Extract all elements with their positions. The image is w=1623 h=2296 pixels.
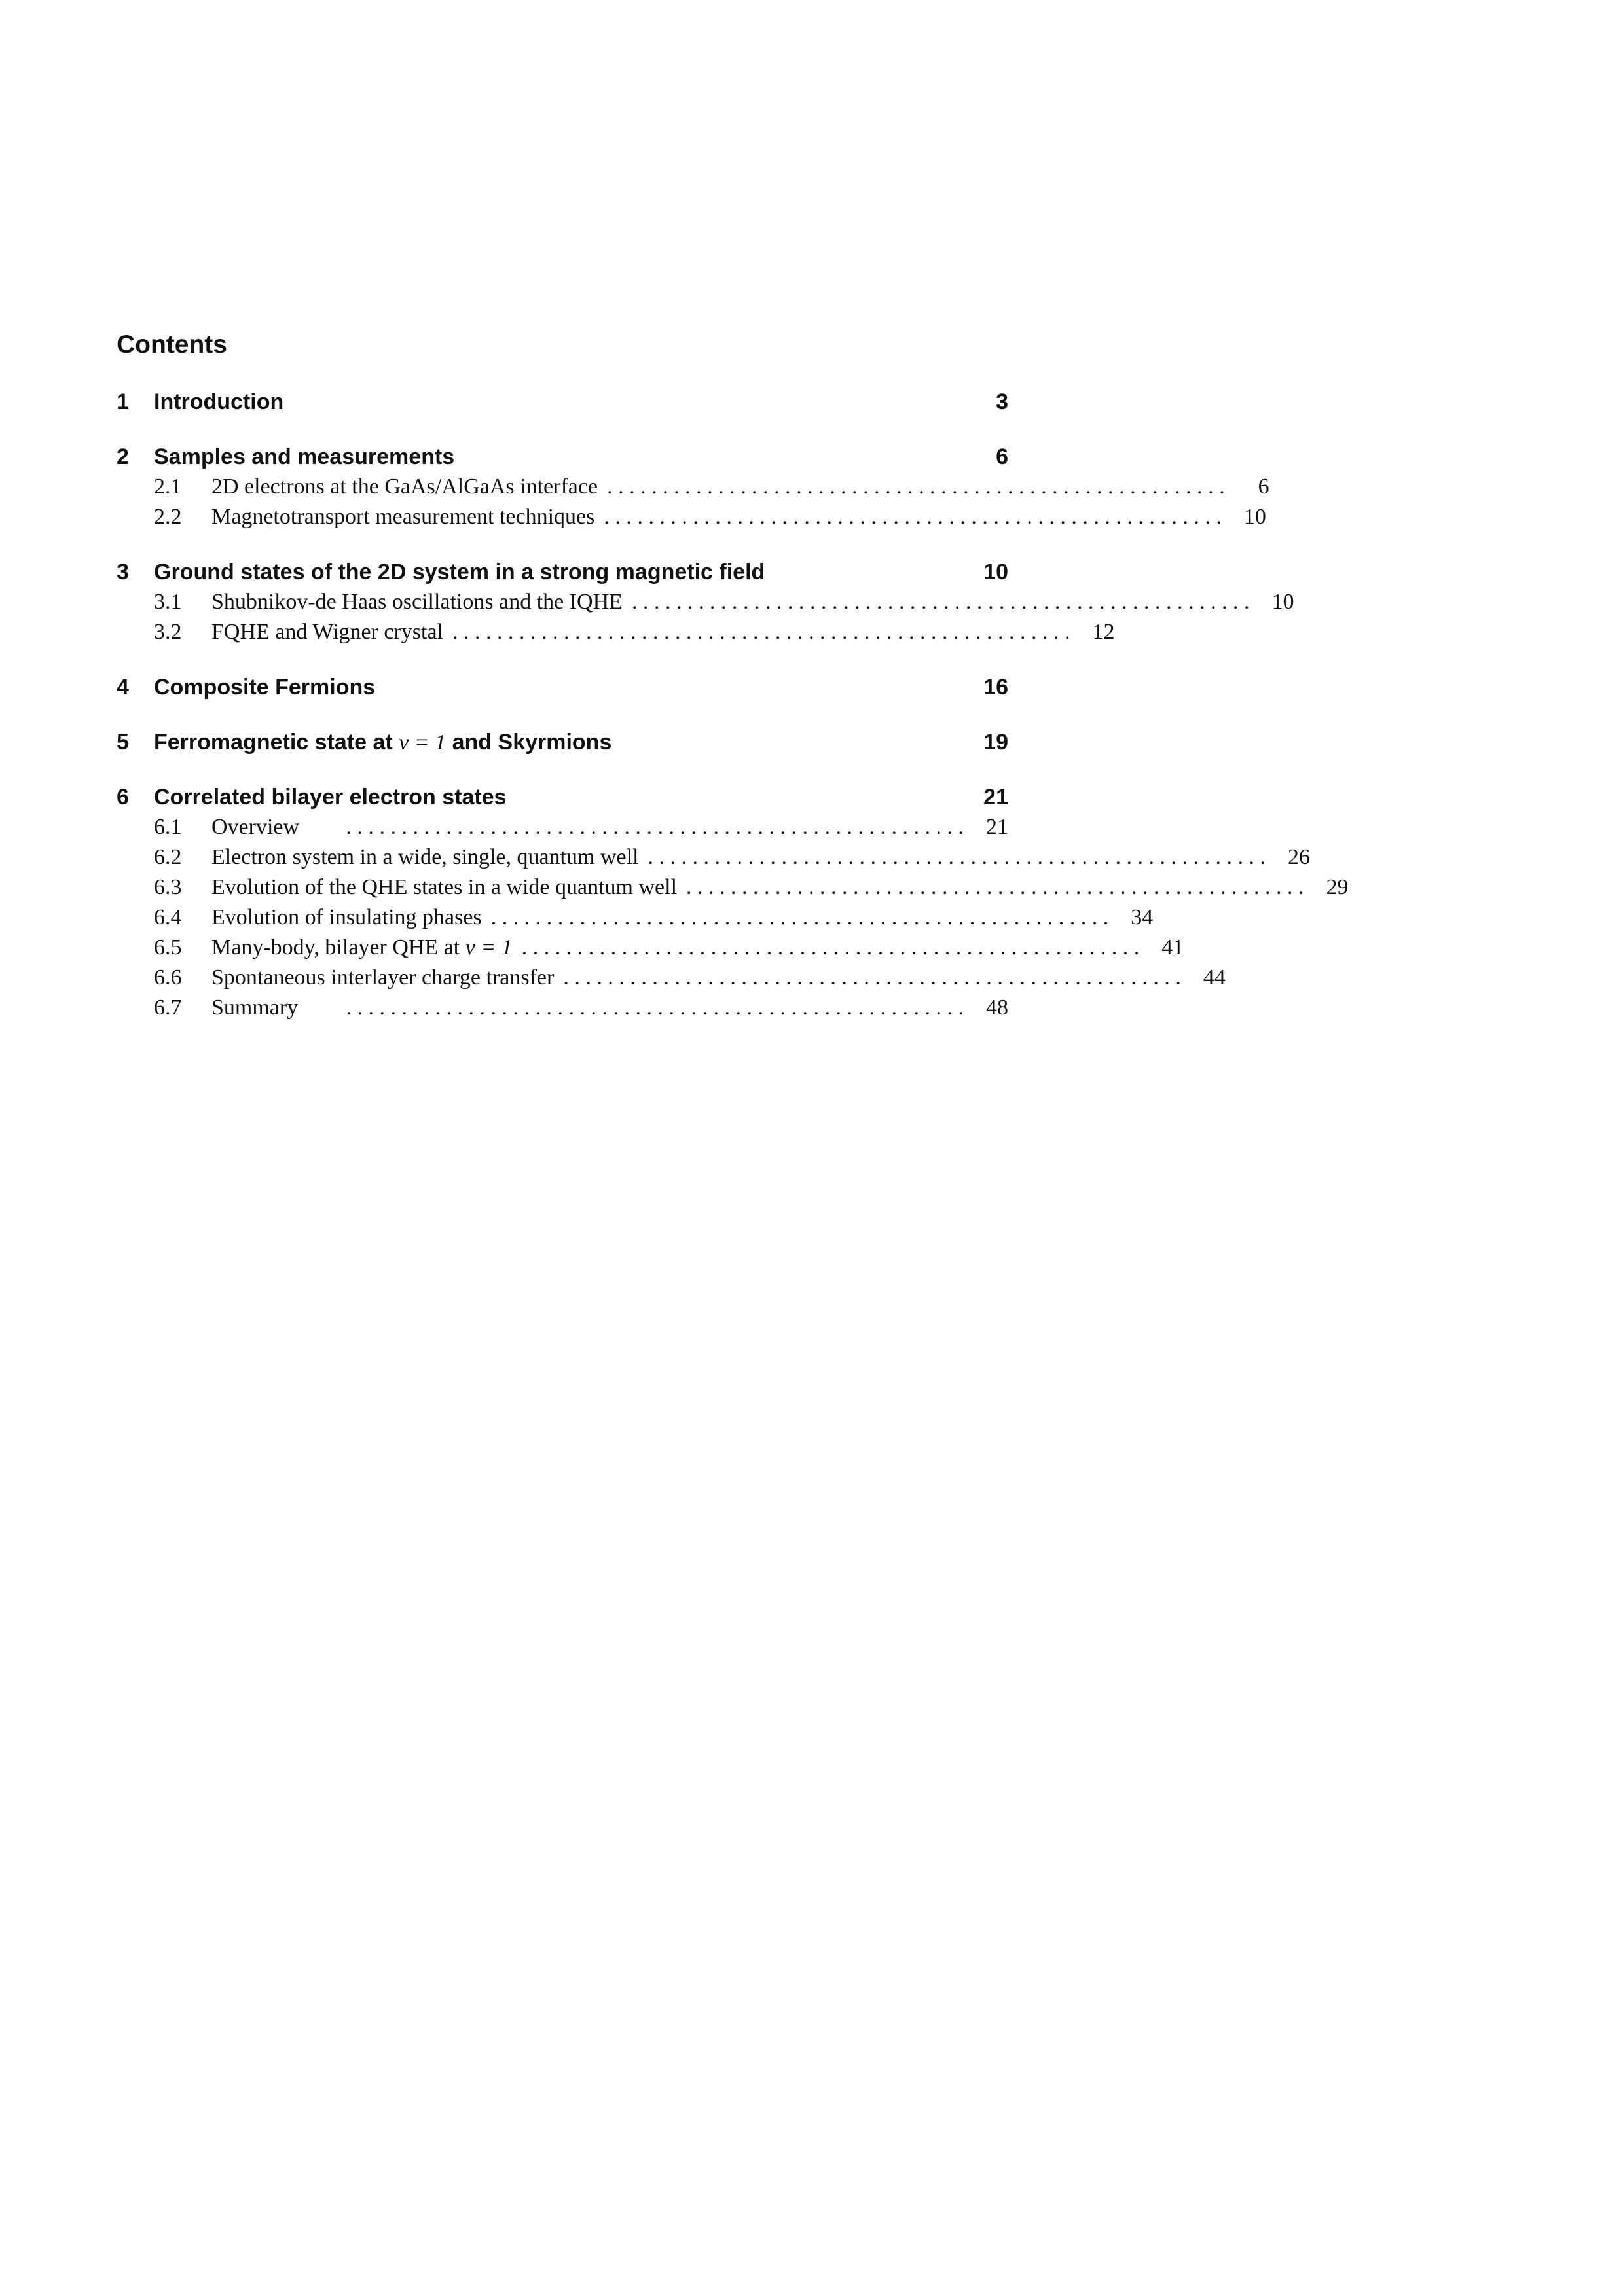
- section-number: 4: [117, 675, 129, 700]
- subsection-title: Overview: [211, 815, 300, 839]
- nu-equation: ν = 1: [465, 935, 513, 960]
- toc-subsection-2-1[interactable]: [117, 472, 1269, 502]
- subsection-title: Spontaneous interlayer charge transfer: [211, 965, 555, 990]
- subsection-page: 48: [986, 996, 1008, 1020]
- subsection-page: 10: [1243, 505, 1266, 529]
- subsection-number: 6.5: [154, 935, 182, 960]
- subsection-number: 2.1: [154, 475, 182, 499]
- subsection-page: 6: [1258, 475, 1269, 499]
- section-number: 2: [117, 444, 129, 469]
- nu-equation: ν = 1: [399, 730, 447, 755]
- subsection-number: 6.6: [154, 965, 182, 990]
- subsection-title: Summary: [211, 996, 299, 1020]
- section-title-text: and Skyrmions: [446, 730, 612, 755]
- subsection-title: [211, 933, 522, 963]
- subsection-number: 2.2: [154, 505, 182, 529]
- subsection-page: 10: [1271, 590, 1294, 614]
- toc-section-6[interactable]: [117, 782, 1008, 812]
- toc-subsection-6-5[interactable]: [117, 933, 1184, 963]
- subsection-page: 29: [1326, 875, 1349, 899]
- toc-subsection-3-1[interactable]: [117, 587, 1294, 617]
- section-page: 10: [983, 560, 1008, 584]
- subsection-page: 12: [1092, 620, 1115, 644]
- toc-section-4[interactable]: [117, 672, 1008, 702]
- dot-leader: . . . . . . . . . . . . . . . . . . . . . . . . . . . . . . . . . . . . . . . . . . . . . . . . . . . . . . . .: [604, 505, 1222, 529]
- section-title: Composite Fermions: [154, 675, 376, 700]
- subsection-number: 6.2: [154, 845, 182, 869]
- toc-subsection-3-2[interactable]: [117, 617, 1115, 647]
- toc-subsection-6-4[interactable]: [117, 903, 1154, 933]
- subsection-number: 3.1: [154, 590, 182, 614]
- toc-section-5[interactable]: [117, 727, 1008, 757]
- dot-leader: . . . . . . . . . . . . . . . . . . . . . . . . . . . . . . . . . . . . . . . . . . . . . . . . . . . . . . . .: [521, 935, 1140, 960]
- section-page: 6: [996, 444, 1008, 469]
- section-title: [154, 727, 982, 758]
- dot-leader: . . . . . . . . . . . . . . . . . . . . . . . . . . . . . . . . . . . . . . . . . . . . . . . . . . . . . . . .: [346, 996, 964, 1020]
- section-title: Ground states of the 2D system in a strong magnetic field: [154, 560, 765, 584]
- toc-subsection-6-6[interactable]: [117, 963, 1226, 993]
- section-number: 3: [117, 560, 129, 584]
- subsection-title: Electron system in a wide, single, quantum well: [211, 845, 639, 869]
- subsection-page: 44: [1203, 965, 1226, 990]
- table-of-contents: [117, 331, 1349, 1023]
- subsection-page: 34: [1131, 905, 1154, 929]
- dot-leader: . . . . . . . . . . . . . . . . . . . . . . . . . . . . . . . . . . . . . . . . . . . . . . . . . . . . . . . .: [346, 815, 964, 839]
- toc-subsection-2-2[interactable]: [117, 502, 1266, 532]
- subsection-number: 6.4: [154, 905, 182, 929]
- section-number: 5: [117, 730, 129, 755]
- subsection-number: 6.7: [154, 996, 182, 1020]
- dot-leader: . . . . . . . . . . . . . . . . . . . . . . . . . . . . . . . . . . . . . . . . . . . . . . . . . . . . . . . .: [563, 965, 1181, 990]
- dot-leader: . . . . . . . . . . . . . . . . . . . . . . . . . . . . . . . . . . . . . . . . . . . . . . . . . . . . . . . .: [452, 620, 1070, 644]
- section-page: 3: [996, 389, 1008, 414]
- toc-subsection-6-1[interactable]: [117, 812, 1008, 842]
- dot-leader: . . . . . . . . . . . . . . . . . . . . . . . . . . . . . . . . . . . . . . . . . . . . . . . . . . . . . . . .: [607, 475, 1225, 499]
- toc-subsection-6-7[interactable]: [117, 993, 1008, 1023]
- section-title: Samples and measurements: [154, 444, 455, 469]
- dot-leader: . . . . . . . . . . . . . . . . . . . . . . . . . . . . . . . . . . . . . . . . . . . . . . . . . . . . . . . .: [631, 590, 1250, 614]
- section-title: Introduction: [154, 389, 284, 414]
- subsection-page: 26: [1287, 845, 1310, 869]
- section-page: 21: [983, 785, 1008, 810]
- subsection-title: Evolution of insulating phases: [211, 905, 482, 929]
- section-number: 6: [117, 785, 129, 810]
- toc-section-2[interactable]: [117, 442, 1008, 472]
- subsection-title: Magnetotransport measurement techniques: [211, 505, 595, 529]
- toc-section-3[interactable]: [117, 557, 1008, 587]
- dot-leader: . . . . . . . . . . . . . . . . . . . . . . . . . . . . . . . . . . . . . . . . . . . . . . . . . . . . . . . .: [490, 905, 1109, 929]
- subsection-title: FQHE and Wigner crystal: [211, 620, 443, 644]
- section-number: 1: [117, 389, 129, 414]
- toc-subsection-6-3[interactable]: [117, 872, 1349, 903]
- dot-leader: . . . . . . . . . . . . . . . . . . . . . . . . . . . . . . . . . . . . . . . . . . . . . . . . . . . . . . . .: [686, 875, 1304, 899]
- subsection-page: 21: [986, 815, 1008, 839]
- subsection-number: 3.2: [154, 620, 182, 644]
- section-title: Correlated bilayer electron states: [154, 785, 507, 810]
- toc-section-1[interactable]: [117, 387, 1008, 417]
- toc-subsection-6-2[interactable]: [117, 842, 1310, 872]
- dot-leader: . . . . . . . . . . . . . . . . . . . . . . . . . . . . . . . . . . . . . . . . . . . . . . . . . . . . . . . .: [647, 845, 1266, 869]
- subsection-number: 6.1: [154, 815, 182, 839]
- section-page: 16: [983, 675, 1008, 700]
- subsection-title-text: Many-body, bilayer QHE at: [211, 935, 465, 960]
- subsection-title: 2D electrons at the GaAs/AlGaAs interface: [211, 475, 598, 499]
- section-page: 19: [983, 730, 1008, 755]
- section-title-text: Ferromagnetic state at: [154, 730, 399, 755]
- subsection-title: Shubnikov-de Haas oscillations and the IQHE: [211, 590, 623, 614]
- subsection-page: 41: [1161, 935, 1184, 960]
- subsection-title: Evolution of the QHE states in a wide quantum well: [211, 875, 678, 899]
- subsection-number: 6.3: [154, 875, 182, 899]
- contents-heading: Contents: [117, 331, 227, 359]
